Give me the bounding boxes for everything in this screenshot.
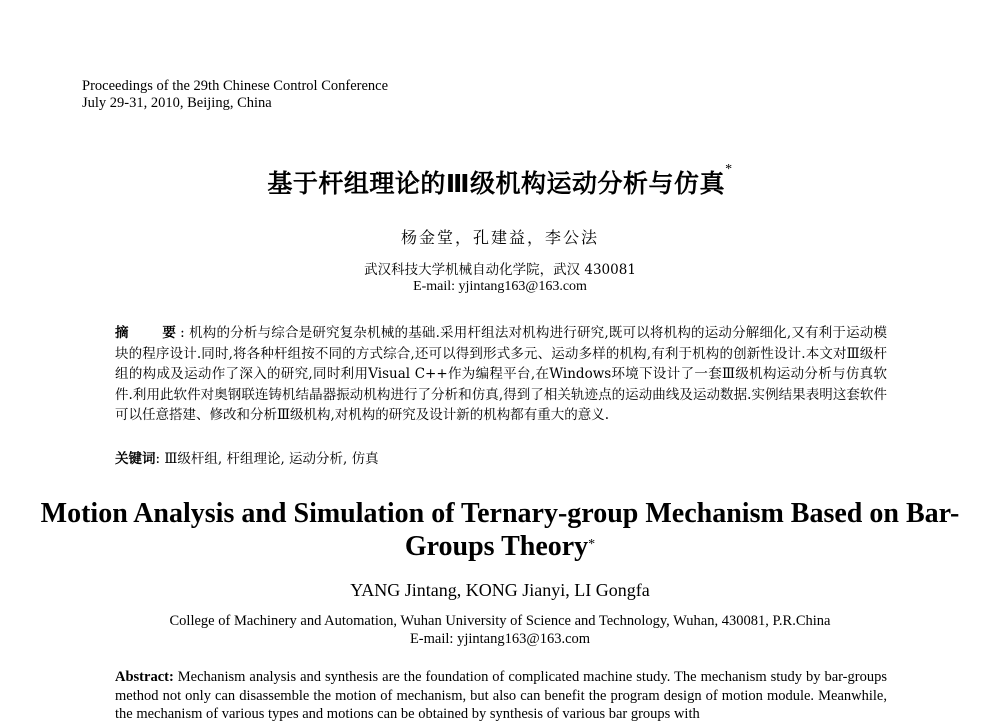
english-title <box>40 497 960 563</box>
chinese-abstract-text: : 机构的分析与综合是研究复杂机械的基础.采用杆组法对机构进行研究,既可以将机构的运动分解细化,又有利于运动模块的程序设计.同时,将各种杆组按不同的方式综合,还可以得到形式多元、运动多样的机构,有利于机构的创新性设计.本文对Ⅲ级杆组的构成及运动作了深入的研究,同时利用Visual C++作为编程平台,在Windows环境下设计了一套Ⅲ级机构运动分析与仿真软件.利用此软件对奥钢联连铸机结晶器振动机构进行了分析和仿真,得到了相关轨迹点的运动曲线及运动数据.实例结果表明这套软件可以任意搭建、修改和分析Ⅲ级机构,对机构的研究及设计新的机构都有重大的意义. <box>115 325 887 423</box>
english-title-footnote-mark: * <box>588 537 596 552</box>
chinese-title-text: 基于杆组理论的Ⅲ级机构运动分析与仿真 <box>267 169 726 198</box>
proceedings-name: Proceedings of the 29th Chinese Control Conference <box>82 78 389 94</box>
english-abstract-text: Mechanism analysis and synthesis are the foundation of complicated machine study. The mechanism study by bar-groups method not only can disassemble the motion of mechanism, but also can benefit the program design of motion module. Meanwhile, the mechanism of various types and motions can be obtained by synthesis of various bar groups with <box>115 669 887 722</box>
chinese-abstract <box>115 323 887 426</box>
conference-date-place: July 29-31, 2010, Beijing, China <box>82 95 272 111</box>
chinese-affiliation: 武汉科技大学机械自动化学院，武汉 430081 <box>364 262 636 278</box>
proceedings-header <box>82 78 388 112</box>
chinese-email: E-mail: yjintang163@163.com <box>413 279 587 294</box>
english-email: E-mail: yjintang163@163.com <box>409 631 591 647</box>
chinese-title <box>0 164 1000 200</box>
english-affiliation: College of Machinery and Automation, Wuhan University of Science and Technology, Wuhan, 430081, P.R.China <box>169 613 831 629</box>
chinese-title-footnote-mark: * <box>725 162 733 177</box>
english-abstract <box>115 668 887 724</box>
english-title-text: Motion Analysis and Simulation of Ternary-group Mechanism Based on Bar-Groups Theory <box>40 498 960 562</box>
chinese-abstract-label: 摘 要 <box>115 325 187 341</box>
chinese-keywords <box>115 447 887 467</box>
english-abstract-label: Abstract: <box>115 669 174 685</box>
english-authors: YANG Jintang, KONG Jianyi, LI Gongfa <box>350 580 650 600</box>
chinese-authors: 杨金堂，孔建益，李公法 <box>400 228 599 247</box>
chinese-keywords-text: : Ⅲ级杆组, 杆组理论, 运动分析, 仿真 <box>155 451 379 467</box>
chinese-keywords-label: 关键词 <box>115 451 156 467</box>
